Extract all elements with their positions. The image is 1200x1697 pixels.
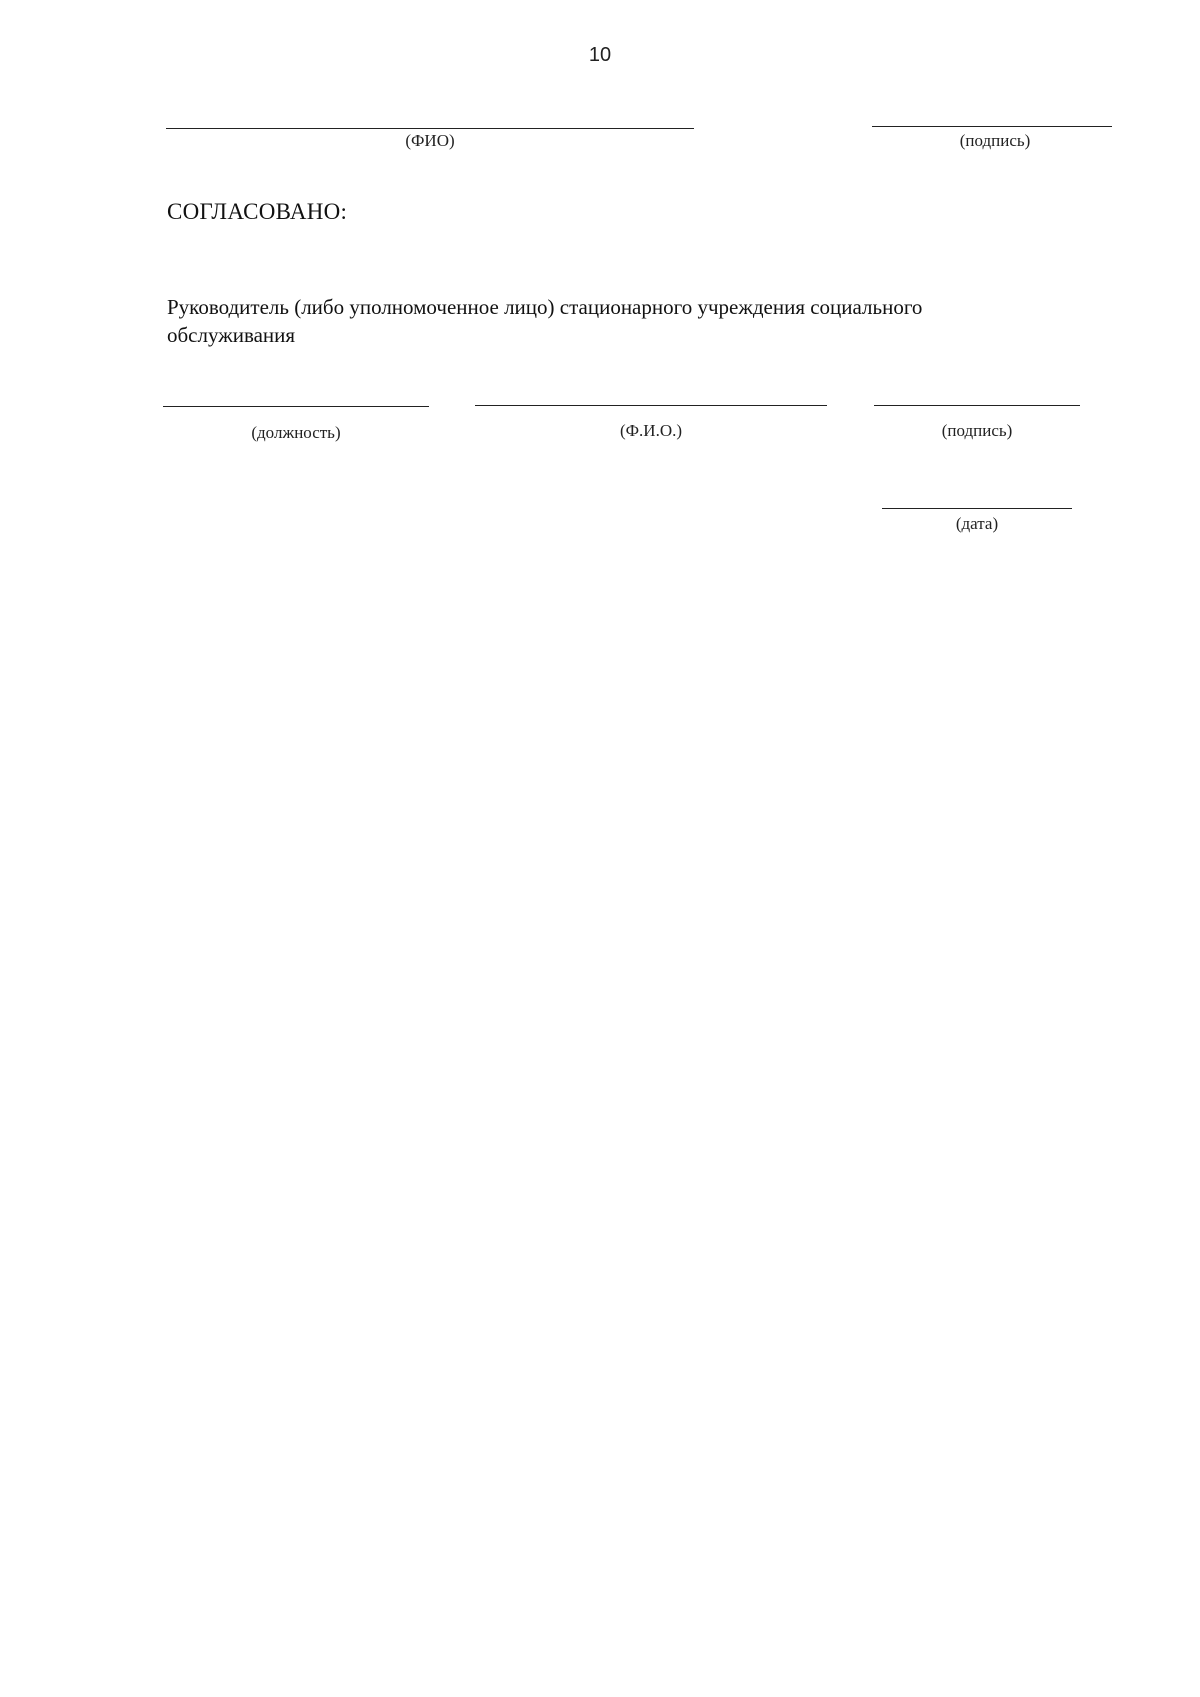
approval-signature-underline [874,405,1080,406]
date-caption: (дата) [955,514,999,533]
approval-heading: СОГЛАСОВАНО: [167,199,348,224]
position-underline [163,406,429,407]
date-underline [882,508,1072,509]
approval-description [167,293,1067,349]
fio-caption: (Ф.И.О.) [619,421,683,440]
approval-signature-caption: (подпись) [941,421,1013,440]
page-number: 10 [588,44,612,66]
approval-description-line-1: Руководитель (либо уполномоченное лицо) стационарного учреждения социального [167,295,923,319]
name-caption: (ФИО) [405,131,455,150]
signature-underline [872,126,1112,127]
signature-caption: (подпись) [959,131,1031,150]
fio-underline [475,405,827,406]
name-underline [166,128,694,129]
approval-description-line-2: обслуживания [167,323,296,347]
position-caption: (должность) [251,423,341,442]
